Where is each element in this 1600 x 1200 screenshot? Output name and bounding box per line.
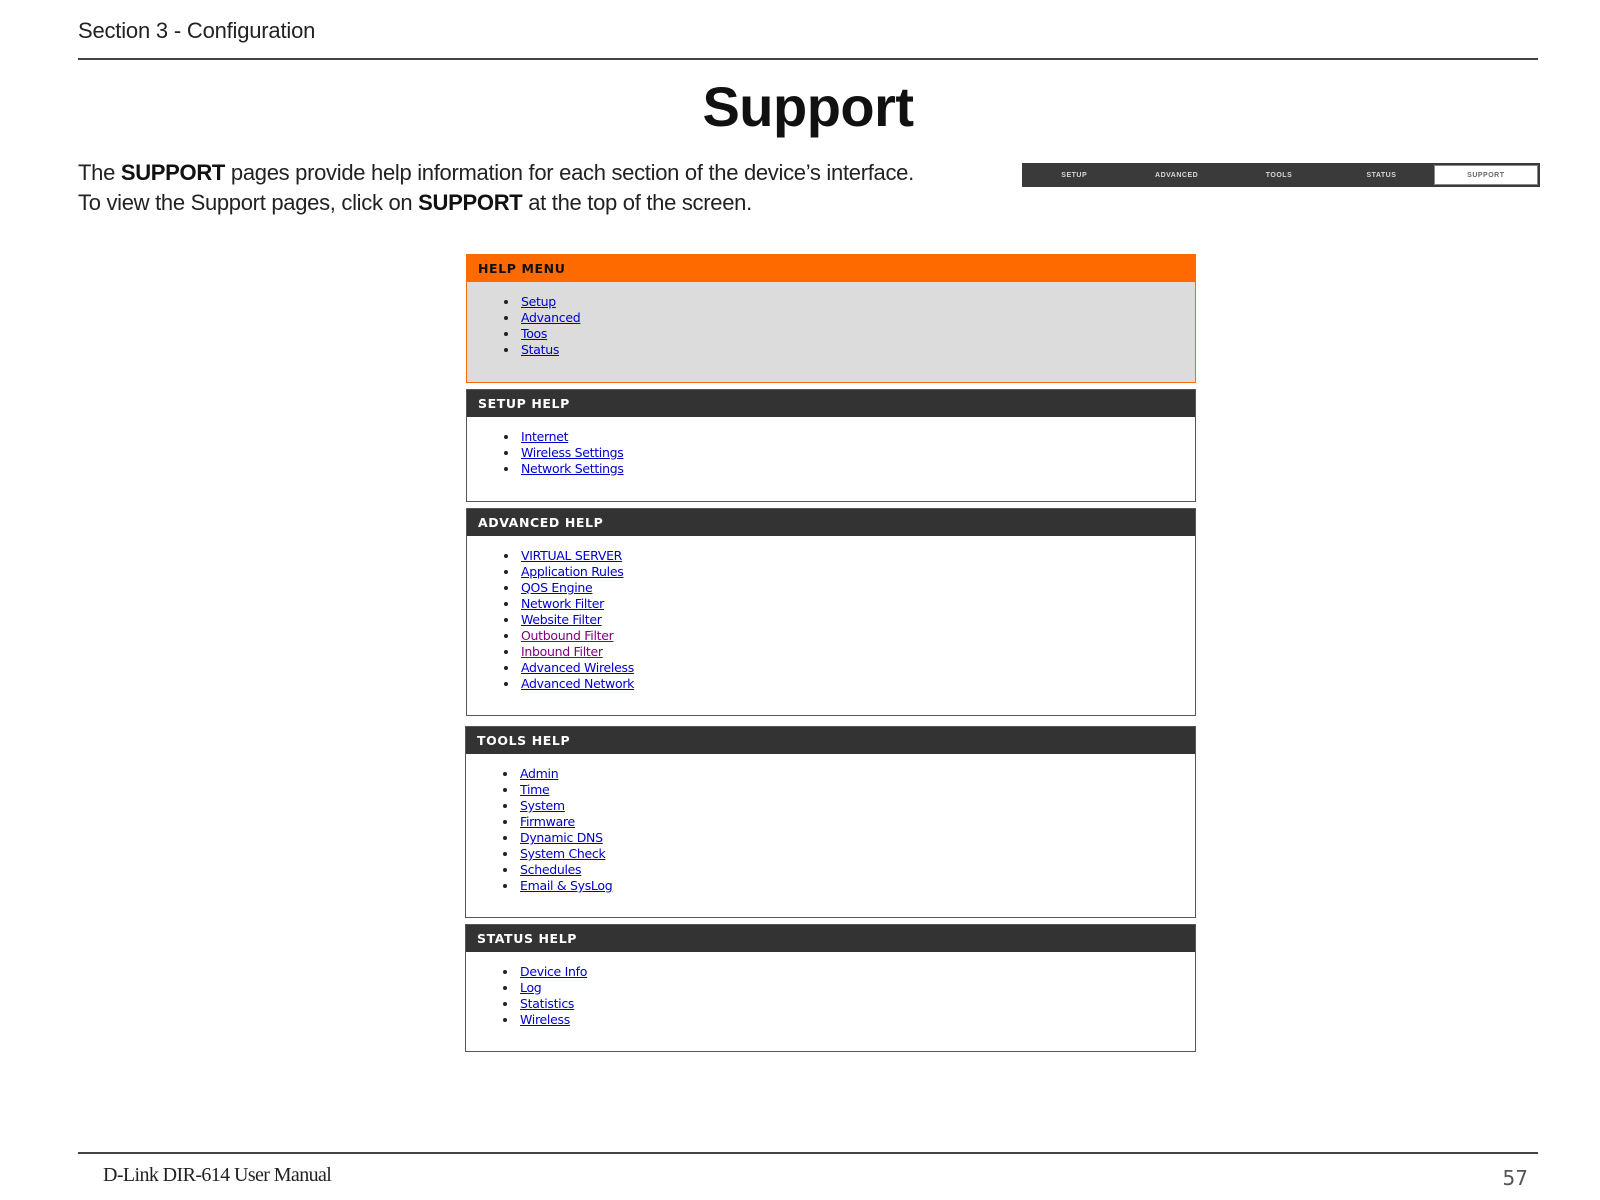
help-link-website-filter[interactable]: Website Filter xyxy=(521,612,602,627)
help-menu-list xyxy=(467,294,1195,358)
list-item xyxy=(519,294,1195,310)
list-item xyxy=(518,878,1195,894)
panel-title: SETUP HELP xyxy=(467,390,1195,417)
list-item xyxy=(519,342,1195,358)
tools-help-list xyxy=(466,766,1195,894)
list-item xyxy=(518,846,1195,862)
list-item xyxy=(518,766,1195,782)
help-link-virtual-server[interactable]: VIRTUAL SERVER xyxy=(521,548,623,563)
section-header: Section 3 - Configuration xyxy=(78,18,316,43)
list-item xyxy=(519,461,1195,477)
list-item xyxy=(518,964,1195,980)
panel-title: ADVANCED HELP xyxy=(467,509,1195,536)
list-item xyxy=(519,660,1195,676)
page-title: Support xyxy=(702,75,914,138)
list-item xyxy=(519,580,1195,596)
list-item xyxy=(519,429,1195,445)
help-link-system-check[interactable]: System Check xyxy=(520,846,606,861)
list-item xyxy=(519,564,1195,580)
list-item xyxy=(519,548,1195,564)
nav-tab-status: STATUS xyxy=(1366,171,1397,179)
help-link-advanced-wireless[interactable]: Advanced Wireless xyxy=(521,660,634,675)
help-link-admin[interactable]: Admin xyxy=(520,766,559,781)
bottom-divider xyxy=(78,1152,1538,1154)
help-link-email-syslog[interactable]: Email & SysLog xyxy=(520,878,613,893)
tools-help-panel xyxy=(465,726,1196,918)
help-link-network-settings[interactable]: Network Settings xyxy=(521,461,624,476)
list-item xyxy=(518,798,1195,814)
list-item xyxy=(519,644,1195,660)
nav-tab-tools: TOOLS xyxy=(1265,171,1293,179)
help-link-wireless[interactable]: Wireless xyxy=(520,1012,570,1027)
panel-title: STATUS HELP xyxy=(466,925,1195,952)
help-link-dynamic-dns[interactable]: Dynamic DNS xyxy=(520,830,603,845)
nav-tab-support: SUPPORT xyxy=(1434,165,1538,185)
list-item xyxy=(518,996,1195,1012)
help-link-advanced-network[interactable]: Advanced Network xyxy=(521,676,635,691)
status-help-list xyxy=(466,964,1195,1028)
list-item xyxy=(519,445,1195,461)
help-link-wireless-settings[interactable]: Wireless Settings xyxy=(521,445,624,460)
intro-line-2: To view the Support pages, click on SUPPORT at the top of the screen. xyxy=(78,190,752,215)
status-help-panel xyxy=(465,924,1196,1052)
advanced-help-list xyxy=(467,548,1195,692)
help-link-application-rules[interactable]: Application Rules xyxy=(521,564,624,579)
help-link-system[interactable]: System xyxy=(520,798,565,813)
help-link-qos-engine[interactable]: QOS Engine xyxy=(521,580,593,595)
list-item xyxy=(519,326,1195,342)
list-item xyxy=(519,612,1195,628)
nav-tab-setup: SETUP xyxy=(1061,171,1088,179)
list-item xyxy=(518,782,1195,798)
help-link-inbound-filter[interactable]: Inbound Filter xyxy=(521,644,603,659)
list-item xyxy=(518,862,1195,878)
intro-text xyxy=(78,158,1018,218)
nav-tab-advanced: ADVANCED xyxy=(1155,171,1199,179)
list-item xyxy=(518,814,1195,830)
list-item xyxy=(519,676,1195,692)
list-item xyxy=(518,1012,1195,1028)
intro-line-1: The SUPPORT pages provide help information for each section of the device’s interface. xyxy=(78,160,914,185)
help-link-network-filter[interactable]: Network Filter xyxy=(521,596,604,611)
help-link-advanced[interactable]: Advanced xyxy=(521,310,581,325)
panel-title: TOOLS HELP xyxy=(466,727,1195,754)
help-link-setup[interactable]: Setup xyxy=(521,294,556,309)
help-link-outbound-filter[interactable]: Outbound Filter xyxy=(521,628,614,643)
footer-manual-title: D-Link DIR-614 User Manual xyxy=(103,1164,332,1186)
help-link-schedules[interactable]: Schedules xyxy=(520,862,582,877)
help-link-firmware[interactable]: Firmware xyxy=(520,814,575,829)
panel-title: HELP MENU xyxy=(467,255,1195,282)
top-divider xyxy=(78,58,1538,60)
advanced-help-panel xyxy=(466,508,1196,716)
help-link-status[interactable]: Status xyxy=(521,342,560,357)
list-item xyxy=(519,596,1195,612)
page-number: 57 xyxy=(1502,1166,1528,1190)
help-panels xyxy=(466,254,1196,1058)
help-link-log[interactable]: Log xyxy=(520,980,542,995)
help-link-time[interactable]: Time xyxy=(520,782,550,797)
help-menu-panel xyxy=(466,254,1196,383)
help-link-internet[interactable]: Internet xyxy=(521,429,569,444)
list-item xyxy=(518,830,1195,846)
list-item xyxy=(519,310,1195,326)
help-link-device-info[interactable]: Device Info xyxy=(520,964,588,979)
list-item xyxy=(518,980,1195,996)
setup-help-panel xyxy=(466,389,1196,502)
help-link-toos[interactable]: Toos xyxy=(521,326,548,341)
help-link-statistics[interactable]: Statistics xyxy=(520,996,575,1011)
router-nav-bar-thumbnail xyxy=(1022,163,1540,187)
list-item xyxy=(519,628,1195,644)
setup-help-list xyxy=(467,429,1195,477)
